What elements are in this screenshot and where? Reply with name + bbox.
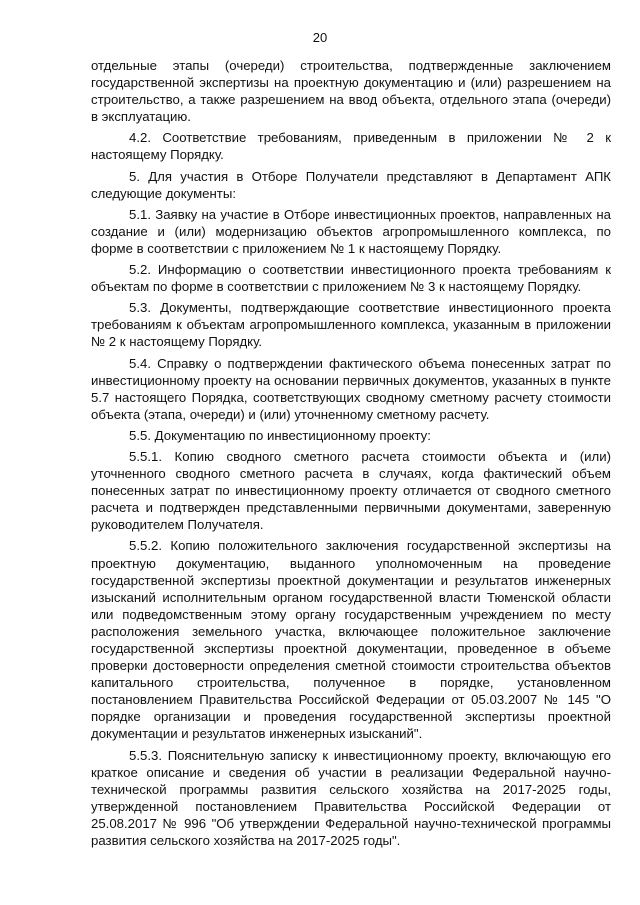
page-number: 20 [312,30,328,45]
paragraph-5-1: 5.1. Заявку на участие в Отборе инвестиционных проектов, направленных на создание и (или) модернизацию объектов агропромышленного комплекса, по форме в соответствии с приложением № 1 к настоящему Порядку. [91,206,611,256]
paragraph-5-4: 5.4. Справку о подтверждении фактического объема понесенных затрат по инвестиционному проекту на основании первичных документов, указанных в пункте 5.7 настоящего Порядка, соответствующих сводному сметному расчету стоимости объекта (этапа, очереди) и (или) уточненному сметному расчету. [91,355,611,422]
paragraph-5-5-3: 5.5.3. Пояснительную записку к инвестиционному проекту, включающую его краткое описание и сведения об участии в реализации Федеральной научно-технической программы развития сельского хозяйства на 2017-2025 годы, утвержденной постановлением Правительства Российской Федерации от 25.08.2017 № 996 "Об утверждении Федеральной научно-технической программы развития сельского хозяйства на 2017-2025 годы". [91,747,611,849]
paragraph-5-5-2: 5.5.2. Копию положительного заключения государственной экспертизы на проектную документацию, выданного уполномоченным на проведение государственной экспертизы проектной документации и результатов инженерных изысканий исполнительным органом государственной власти Тюменской области или подведомственным этому органу государственным учреждением по месту расположения земельного участка, включающее положительное заключение государственной экспертизы проектной документации, проведенное в объеме проверки достоверности определения сметной стоимости строительства объектов капитального строительства, полученное в порядке, установленном постановлением Правительства Российской Федерации от 05.03.2007 № 145 "О порядке организации и проведения государственной экспертизы проектной документации и результатов инженерных изысканий". [91,538,611,742]
document-body [91,57,611,853]
paragraph-continuation: отдельные этапы (очереди) строительства, подтвержденные заключением государственной экспертизы на проектную документацию и (или) разрешением на строительство, а также разрешением на ввод объекта, отдельного этапа (очереди) в эксплуатацию. [91,58,611,125]
paragraph-5-5-1: 5.5.1. Копию сводного сметного расчета стоимости объекта и (или) уточненного сводного сметного расчета в случаях, когда фактический объем понесенных затрат по инвестиционному проекту отличается от сводного сметного расчета и подтвержден представленными первичными документами, заверенную руководителем Получателя. [91,448,611,533]
paragraph-5-5: 5.5. Документацию по инвестиционному проекту: [129,427,431,443]
paragraph-5-2: 5.2. Информацию о соответствии инвестиционного проекта требованиям к объектам по форме в соответствии с приложением № 3 к настоящему Порядку. [91,262,611,295]
paragraph-5-3: 5.3. Документы, подтверждающие соответствие инвестиционного проекта требованиям к объектам агропромышленного комплекса, указанным в приложении № 2 к настоящему Порядку. [91,300,611,350]
paragraph-4-2: 4.2. Соответствие требованиям, приведенным в приложении № 2 к настоящему Порядку. [91,130,611,163]
paragraph-5: 5. Для участия в Отборе Получатели представляют в Департамент АПК следующие документы: [91,168,611,201]
